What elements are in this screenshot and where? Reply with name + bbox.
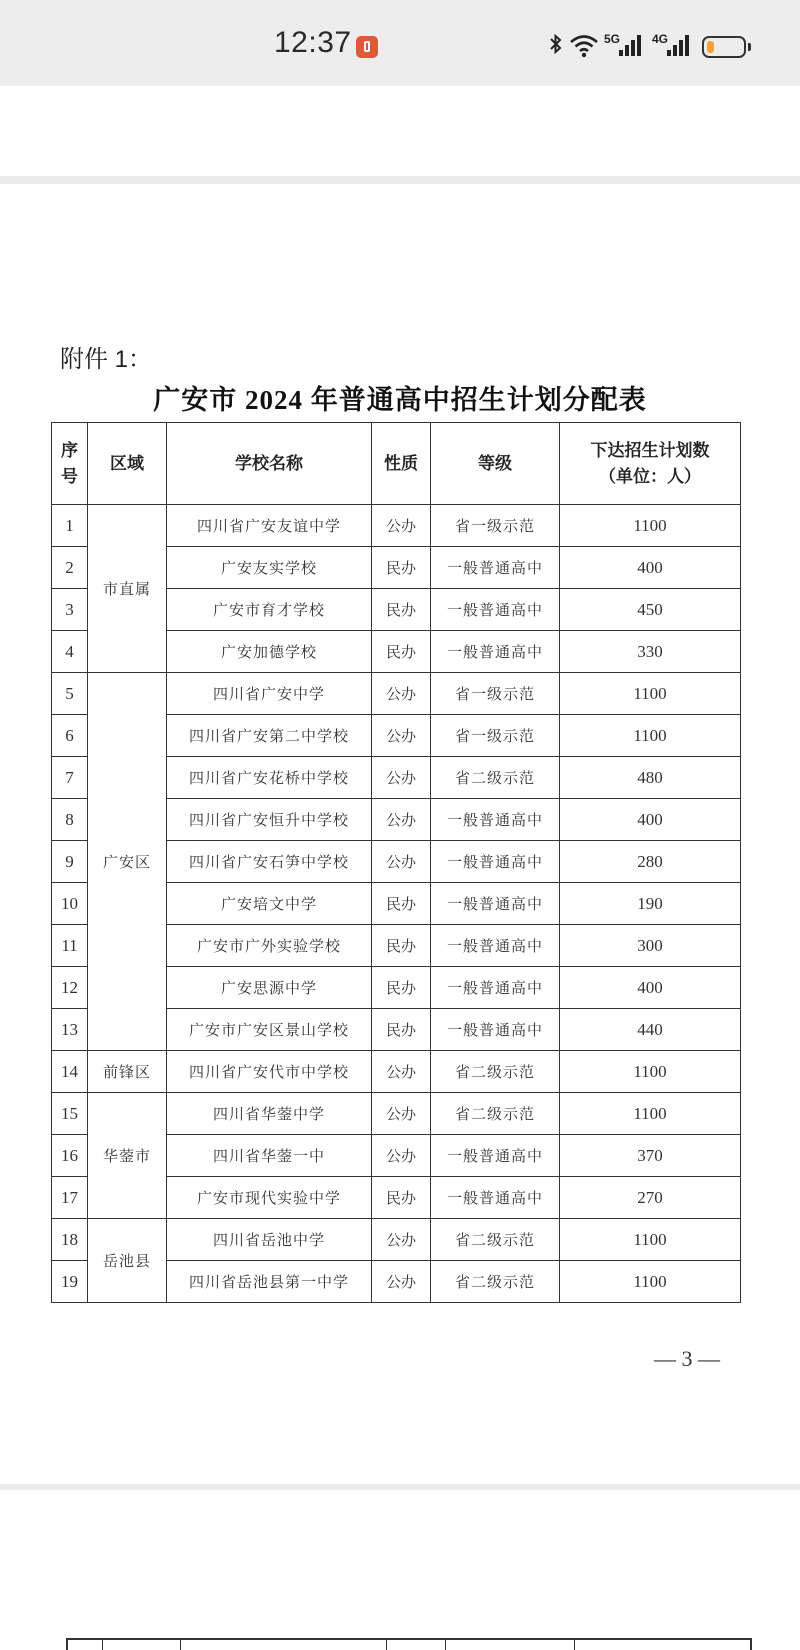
row-school-name: 四川省广安第二中学校 [167, 715, 372, 757]
signal-5g-icon [618, 30, 644, 60]
header-index [52, 423, 88, 505]
row-grade: 省二级示范 [431, 1051, 560, 1093]
row-index: 5 [52, 673, 88, 715]
row-school-name: 广安市广外实验学校 [167, 925, 372, 967]
row-quota: 270 [560, 1177, 741, 1219]
row-quota: 1100 [560, 505, 741, 547]
row-nature: 公办 [372, 757, 431, 799]
row-nature: 民办 [372, 631, 431, 673]
row-index: 13 [52, 1009, 88, 1051]
document-title: 广安市 2024 年普通高中招生计划分配表 [153, 385, 647, 415]
row-index: 18 [52, 1219, 88, 1261]
row-school-name: 广安思源中学 [167, 967, 372, 1009]
row-quota: 480 [560, 757, 741, 799]
row-nature: 公办 [372, 1093, 431, 1135]
header-quota [560, 423, 741, 505]
row-school-name: 四川省广安花桥中学校 [167, 757, 372, 799]
header-grade: 等级 [431, 423, 560, 505]
row-quota: 280 [560, 841, 741, 883]
row-grade: 一般普通高中 [431, 883, 560, 925]
row-school-name: 四川省岳池中学 [167, 1219, 372, 1261]
row-grade: 省一级示范 [431, 715, 560, 757]
row-school-name: 广安加德学校 [167, 631, 372, 673]
row-quota: 1100 [560, 1261, 741, 1303]
row-index: 1 [52, 505, 88, 547]
next-table-col-line [445, 1640, 446, 1650]
row-grade: 省二级示范 [431, 757, 560, 799]
enrollment-plan-table [51, 422, 741, 1303]
row-grade: 省一级示范 [431, 673, 560, 715]
row-quota: 1100 [560, 1051, 741, 1093]
row-quota: 370 [560, 1135, 741, 1177]
row-region: 前锋区 [88, 1051, 167, 1093]
row-quota: 400 [560, 547, 741, 589]
row-index: 3 [52, 589, 88, 631]
row-grade: 省二级示范 [431, 1093, 560, 1135]
row-index: 15 [52, 1093, 88, 1135]
row-region: 广安区 [88, 673, 167, 1051]
row-school-name: 四川省广安友谊中学 [167, 505, 372, 547]
network-label-4g: 4G [652, 32, 669, 46]
row-nature: 民办 [372, 589, 431, 631]
row-quota: 190 [560, 883, 741, 925]
row-index: 6 [52, 715, 88, 757]
row-grade: 省二级示范 [431, 1219, 560, 1261]
row-grade: 一般普通高中 [431, 799, 560, 841]
row-school-name: 广安培文中学 [167, 883, 372, 925]
row-index: 9 [52, 841, 88, 883]
table-row [52, 1051, 741, 1093]
row-index: 10 [52, 883, 88, 925]
battery-icon [702, 36, 746, 58]
row-nature: 公办 [372, 1219, 431, 1261]
wifi-icon [568, 30, 600, 60]
notification-badge-icon [356, 36, 378, 58]
row-nature: 民办 [372, 1009, 431, 1051]
row-region: 岳池县 [88, 1219, 167, 1303]
row-nature: 公办 [372, 1051, 431, 1093]
header-quota-line1: 下达招生计划数 [590, 440, 710, 461]
next-table-col-line [386, 1640, 387, 1650]
table-body [52, 505, 741, 1303]
row-grade: 省二级示范 [431, 1261, 560, 1303]
row-grade: 一般普通高中 [431, 589, 560, 631]
next-table-col-line [180, 1640, 181, 1650]
row-grade: 一般普通高中 [431, 631, 560, 673]
row-quota: 330 [560, 631, 741, 673]
row-school-name: 四川省广安恒升中学校 [167, 799, 372, 841]
row-index: 4 [52, 631, 88, 673]
row-region: 华蓥市 [88, 1093, 167, 1219]
header-index-text: 序 号 [61, 440, 78, 487]
row-quota: 440 [560, 1009, 741, 1051]
header-region: 区域 [88, 423, 167, 505]
row-nature: 公办 [372, 715, 431, 757]
row-school-name: 四川省广安石笋中学校 [167, 841, 372, 883]
table-row [52, 1093, 741, 1135]
row-grade: 一般普通高中 [431, 967, 560, 1009]
row-nature: 民办 [372, 547, 431, 589]
row-index: 19 [52, 1261, 88, 1303]
page-number: — 3 — [654, 1346, 720, 1371]
row-nature: 公办 [372, 1135, 431, 1177]
row-grade: 一般普通高中 [431, 925, 560, 967]
status-icons [548, 30, 768, 64]
row-grade: 一般普通高中 [431, 547, 560, 589]
row-quota: 400 [560, 799, 741, 841]
status-time: 12:37 [274, 26, 352, 59]
row-quota: 1100 [560, 715, 741, 757]
row-region: 市直属 [88, 505, 167, 673]
row-nature: 民办 [372, 883, 431, 925]
row-quota: 400 [560, 967, 741, 1009]
row-nature: 民办 [372, 967, 431, 1009]
row-grade: 省一级示范 [431, 505, 560, 547]
row-index: 8 [52, 799, 88, 841]
row-school-name: 四川省华蓥一中 [167, 1135, 372, 1177]
row-quota: 1100 [560, 1093, 741, 1135]
table-row [52, 505, 741, 547]
row-school-name: 广安市现代实验中学 [167, 1177, 372, 1219]
header-school: 学校名称 [167, 423, 372, 505]
row-school-name: 四川省华蓥中学 [167, 1093, 372, 1135]
next-page [0, 1490, 800, 1650]
row-nature: 民办 [372, 925, 431, 967]
row-index: 7 [52, 757, 88, 799]
row-nature: 公办 [372, 673, 431, 715]
attachment-label: 附件 1： [60, 346, 153, 373]
row-quota: 450 [560, 589, 741, 631]
row-nature: 公办 [372, 505, 431, 547]
row-grade: 一般普通高中 [431, 1177, 560, 1219]
row-school-name: 四川省广安中学 [167, 673, 372, 715]
row-index: 16 [52, 1135, 88, 1177]
row-nature: 公办 [372, 799, 431, 841]
row-index: 2 [52, 547, 88, 589]
previous-page-sliver [0, 86, 800, 176]
next-table-col-line [574, 1640, 575, 1650]
row-school-name: 四川省广安代市中学校 [167, 1051, 372, 1093]
row-index: 12 [52, 967, 88, 1009]
row-nature: 民办 [372, 1177, 431, 1219]
bluetooth-icon [548, 30, 564, 60]
table-row [52, 1219, 741, 1261]
row-nature: 公办 [372, 841, 431, 883]
network-label-5g: 5G [604, 32, 621, 46]
row-index: 14 [52, 1051, 88, 1093]
row-nature: 公办 [372, 1261, 431, 1303]
row-quota: 300 [560, 925, 741, 967]
signal-4g-icon [666, 30, 692, 60]
row-index: 11 [52, 925, 88, 967]
next-page-table-edge [66, 1638, 752, 1650]
row-school-name: 广安市育才学校 [167, 589, 372, 631]
row-quota: 1100 [560, 673, 741, 715]
table-header-row [52, 423, 741, 505]
row-grade: 一般普通高中 [431, 1009, 560, 1051]
status-bar [0, 0, 800, 86]
row-grade: 一般普通高中 [431, 1135, 560, 1177]
table-row [52, 673, 741, 715]
row-index: 17 [52, 1177, 88, 1219]
row-school-name: 广安友实学校 [167, 547, 372, 589]
battery-level-fill [707, 41, 714, 53]
row-school-name: 广安市广安区景山学校 [167, 1009, 372, 1051]
header-quota-line2: （单位：人） [599, 466, 701, 487]
next-table-col-line [102, 1640, 103, 1650]
row-quota: 1100 [560, 1219, 741, 1261]
row-school-name: 四川省岳池县第一中学 [167, 1261, 372, 1303]
header-nature: 性质 [372, 423, 431, 505]
row-grade: 一般普通高中 [431, 841, 560, 883]
